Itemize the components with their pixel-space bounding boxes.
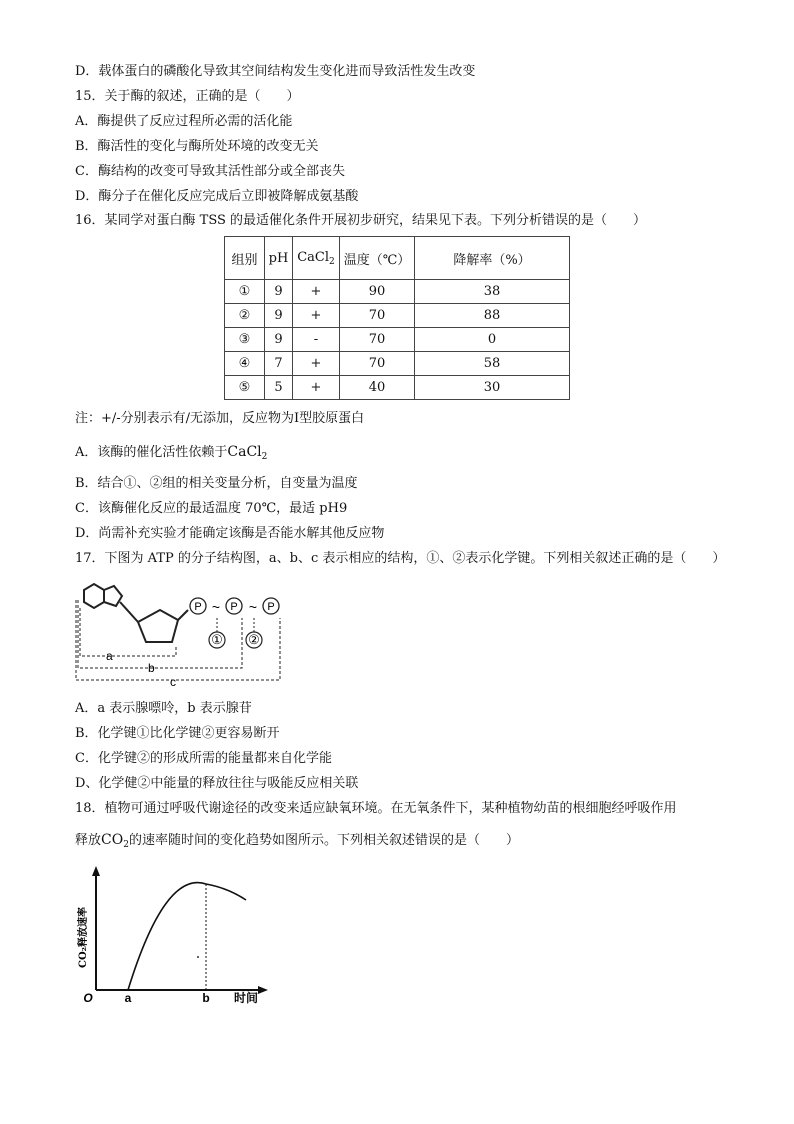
cell-cacl2: + bbox=[293, 352, 340, 376]
ribose-to-phosphate-bond bbox=[178, 610, 188, 620]
table-row bbox=[225, 304, 570, 328]
adenine-six-ring bbox=[84, 584, 104, 608]
cell-group: ⑤ bbox=[225, 376, 265, 400]
table-row bbox=[225, 328, 570, 352]
glycosidic-bond bbox=[120, 602, 138, 622]
q17-option-c: C．化学键②的形成所需的能量都来自化学能 bbox=[75, 751, 332, 766]
header-ph: pH bbox=[265, 237, 293, 280]
high-energy-bond-2: ~ bbox=[248, 599, 258, 615]
co2-release-graph bbox=[70, 860, 280, 1010]
speck-dot bbox=[197, 956, 199, 958]
q15-stem: 15．关于酶的叙述，正确的是（ ） bbox=[75, 89, 300, 104]
cell-temperature: 70 bbox=[340, 328, 415, 352]
high-energy-bond-1: ~ bbox=[211, 599, 221, 615]
q16-option-c: C．该酶催化反应的最适温度 70℃，最适 pH9 bbox=[75, 501, 348, 516]
y-axis-label: CO₂释放速率 bbox=[78, 906, 89, 968]
x-tick-a: a bbox=[124, 991, 132, 1005]
label-b: b bbox=[148, 661, 155, 675]
q17-option-a: A．a 表示腺嘌呤，b 表示腺苷 bbox=[75, 701, 252, 716]
bracket-a bbox=[80, 608, 176, 656]
table-header-row bbox=[225, 237, 570, 280]
header-degradation-rate: 降解率（%） bbox=[415, 237, 570, 280]
header-cacl2 bbox=[293, 237, 340, 280]
cell-group: ① bbox=[225, 280, 265, 304]
q18-stem-subscript: 2 bbox=[123, 840, 129, 850]
cell-group: ④ bbox=[225, 352, 265, 376]
cell-ph: 9 bbox=[265, 328, 293, 352]
cell-temperature: 40 bbox=[340, 376, 415, 400]
q16-stem: 16．某同学对蛋白酶 TSS 的最适催化条件开展初步研究，结果见下表。下列分析错误的是（ ） bbox=[75, 213, 647, 228]
q18-stem-line2 bbox=[75, 831, 519, 854]
cell-group: ③ bbox=[225, 328, 265, 352]
q16-option-b: B．结合①、②组的相关变量分析，自变量为温度 bbox=[75, 476, 358, 491]
cell-cacl2: + bbox=[293, 376, 340, 400]
cell-rate: 58 bbox=[415, 352, 570, 376]
phosphate-3-label: P bbox=[267, 601, 275, 613]
q16-option-a-formula: CaCl bbox=[227, 444, 262, 460]
cell-temperature: 70 bbox=[340, 304, 415, 328]
y-axis-arrow bbox=[92, 866, 100, 876]
cell-rate: 38 bbox=[415, 280, 570, 304]
q16-option-a-text: A．该酶的催化活性依赖于 bbox=[75, 445, 228, 460]
ribose-ring bbox=[138, 610, 178, 642]
rate-curve bbox=[128, 883, 246, 990]
phosphate-1-label: P bbox=[194, 601, 202, 613]
cell-rate: 88 bbox=[415, 304, 570, 328]
label-a: a bbox=[106, 649, 113, 663]
cell-temperature: 90 bbox=[340, 280, 415, 304]
x-axis-label: 时间 bbox=[233, 991, 259, 1005]
cell-cacl2: - bbox=[293, 328, 340, 352]
q16-option-a bbox=[75, 443, 267, 466]
q17-option-b: B．化学键①比化学键②更容易断开 bbox=[75, 726, 280, 741]
q16-option-a-subscript: 2 bbox=[261, 452, 268, 462]
atp-structure-figure bbox=[70, 580, 290, 695]
cell-ph: 7 bbox=[265, 352, 293, 376]
cell-ph: 5 bbox=[265, 376, 293, 400]
adenine-five-ring bbox=[104, 586, 122, 606]
q15-option-c: C．酶结构的改变可导致其活性部分或全部丧失 bbox=[75, 164, 345, 179]
x-axis-arrow bbox=[258, 986, 268, 994]
cell-ph: 9 bbox=[265, 304, 293, 328]
q15-option-a: A．酶提供了反应过程所必需的活化能 bbox=[75, 114, 293, 129]
bond-2-label: ② bbox=[248, 633, 260, 648]
q18-stem-formula: CO bbox=[101, 832, 124, 848]
phosphate-2-label: P bbox=[230, 601, 238, 613]
cell-ph: 9 bbox=[265, 280, 293, 304]
header-cacl2-subscript: 2 bbox=[329, 256, 335, 267]
header-group: 组别 bbox=[225, 237, 265, 280]
header-cacl2-formula: CaCl bbox=[297, 249, 330, 265]
header-temperature: 温度（℃） bbox=[340, 237, 415, 280]
q16-data-table bbox=[224, 236, 570, 400]
cell-cacl2: + bbox=[293, 304, 340, 328]
cell-group: ② bbox=[225, 304, 265, 328]
table-row bbox=[225, 352, 570, 376]
q17-stem: 17．下图为 ATP 的分子结构图，a、b、c 表示相应的结构，①、②表示化学键。下列相关叙述正确的是（ ） bbox=[75, 551, 726, 566]
bond-1-label: ① bbox=[211, 633, 223, 648]
adenine-rings bbox=[84, 584, 122, 608]
origin-label: O bbox=[83, 991, 93, 1005]
q15-option-d: D．酶分子在催化反应完成后立即被降解成氨基酸 bbox=[75, 189, 359, 204]
q15-option-b: B．酶活性的变化与酶所处环境的改变无关 bbox=[75, 139, 319, 154]
cell-temperature: 70 bbox=[340, 352, 415, 376]
label-c: c bbox=[170, 675, 176, 689]
q17-option-d: D、化学健②中能量的释放往往与吸能反应相关联 bbox=[75, 776, 359, 791]
cell-cacl2: + bbox=[293, 280, 340, 304]
table-row bbox=[225, 376, 570, 400]
q18-stem-suffix: 的速率随时间的变化趋势如图所示。下列相关叙述错误的是（ ） bbox=[128, 833, 519, 848]
q16-option-d: D．尚需补充实验才能确定该酶是否能水解其他反应物 bbox=[75, 526, 385, 541]
q18-stem-prefix: 释放 bbox=[75, 833, 102, 848]
x-tick-b: b bbox=[202, 991, 210, 1005]
cell-rate: 30 bbox=[415, 376, 570, 400]
q14-option-d: D．载体蛋白的磷酸化导致其空间结构发生变化进而导致活性发生改变 bbox=[75, 64, 476, 79]
q16-note: 注：+/-分别表示有/无添加，反应物为Ⅰ型胶原蛋白 bbox=[75, 411, 365, 426]
q18-stem-line1: 18．植物可通过呼吸代谢途径的改变来适应缺氧环境。在无氧条件下，某种植物幼苗的根细胞经呼吸作用 bbox=[75, 801, 677, 816]
cell-rate: 0 bbox=[415, 328, 570, 352]
table-row bbox=[225, 280, 570, 304]
